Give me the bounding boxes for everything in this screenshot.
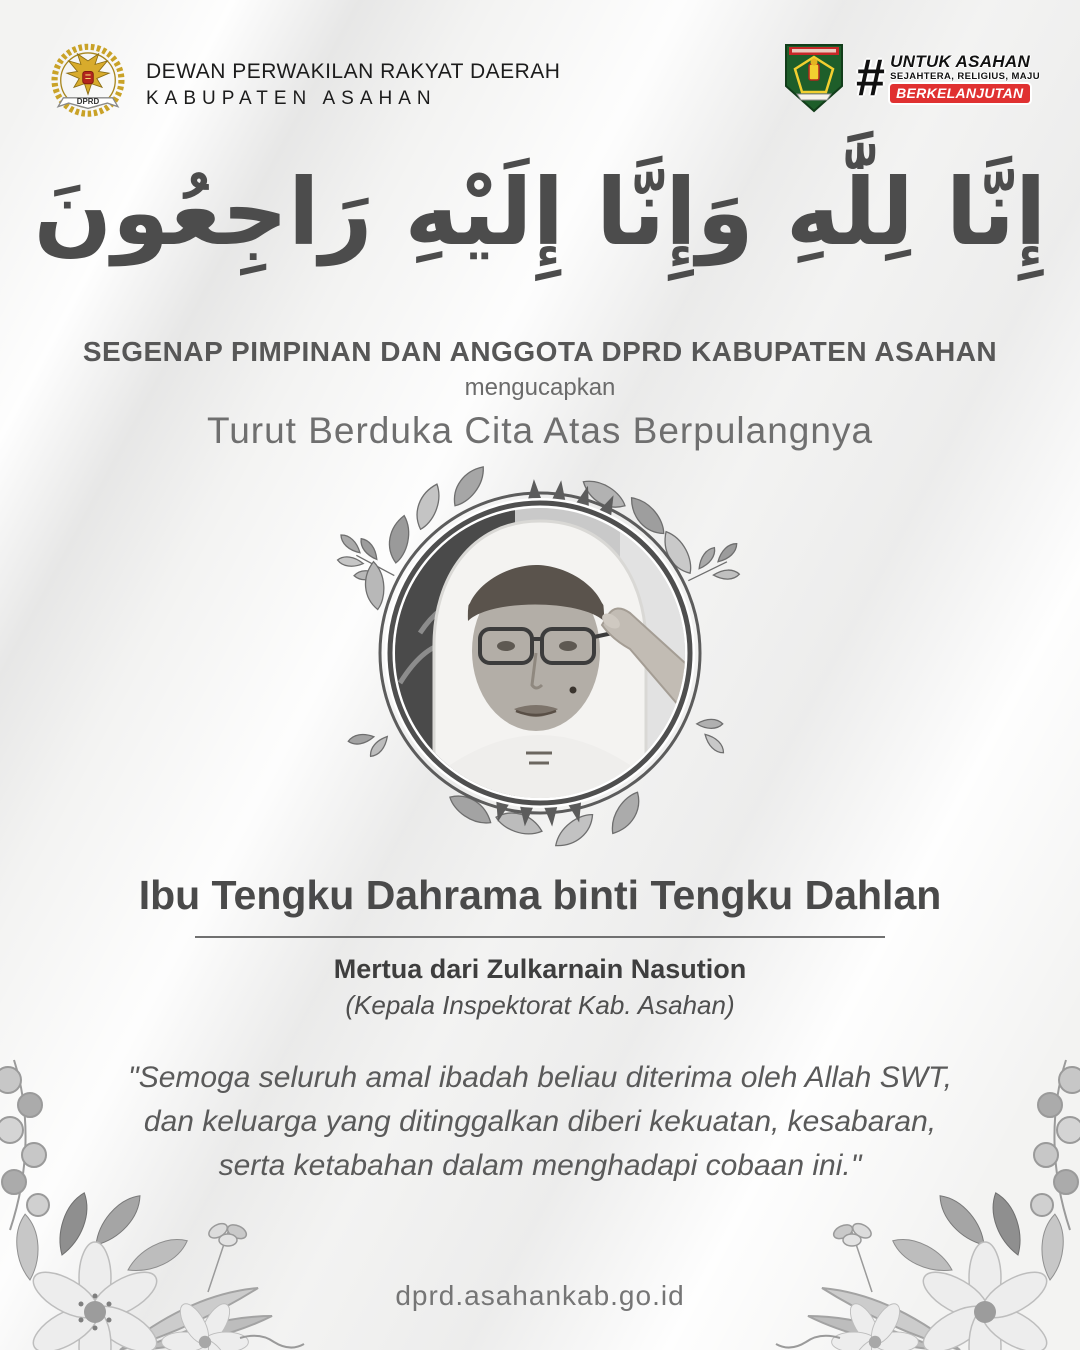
campaign-line1: UNTUK ASAHAN (890, 51, 1031, 71)
condolence-headline: Turut Berduka Cita Atas Berpulangnya (206, 410, 874, 451)
floral-corner-right (770, 1020, 1080, 1350)
floral-corner-left (0, 1020, 310, 1350)
wreath-frame (330, 453, 750, 873)
org-name-block (146, 60, 560, 110)
relation-title: (Kepala Inspektorat Kab. Asahan) (345, 990, 735, 1020)
org-line1: DEWAN PERWAKILAN RAKYAT DAERAH (146, 60, 561, 83)
portrait-wreath (330, 453, 750, 873)
arabic-calligraphy: إِنَّا لِلَّٰهِ وَإِنَّا إِلَيْهِ رَاجِعُونَ (33, 159, 1047, 266)
header-right (783, 42, 1040, 114)
dprd-banner-text: DPRD (76, 97, 100, 106)
deceased-relation: Mertua dari Zulkarnain Nasution (333, 954, 747, 984)
announcement-says-line: mengucapkan (464, 374, 616, 401)
quote-line3: serta ketabahan dalam menghadapi cobaan ini." (218, 1149, 862, 1183)
hashtag-icon: # (855, 49, 885, 107)
quote-line2: dan keluarga yang ditinggalkan diberi kekuatan, kesabaran, (143, 1105, 937, 1139)
campaign-line2: SEJAHTERA, RELIGIUS, MAJU (890, 70, 1040, 82)
divider-line (195, 936, 885, 938)
dprd-garuda-logo-icon (44, 38, 132, 126)
announcement-org-line: SEGENAP PIMPINAN DAN ANGGOTA DPRD KABUPATEN ASAHAN (82, 336, 998, 367)
org-line2: KABUPATEN ASAHAN (146, 88, 437, 109)
campaign-line3-badge: BERKELANJUTAN (890, 84, 1030, 104)
header (44, 38, 1040, 126)
header-left (44, 38, 560, 126)
quote-line1: "Semoga seluruh amal ibadah beliau diterima oleh Allah SWT, (128, 1061, 952, 1094)
campaign-text (890, 53, 1040, 104)
website-url: dprd.asahankab.go.id (395, 1280, 685, 1311)
deceased-name: Ibu Tengku Dahrama binti Tengku Dahlan (138, 872, 942, 918)
campaign-logo (855, 49, 1040, 107)
asahan-coat-of-arms-icon (783, 42, 845, 114)
